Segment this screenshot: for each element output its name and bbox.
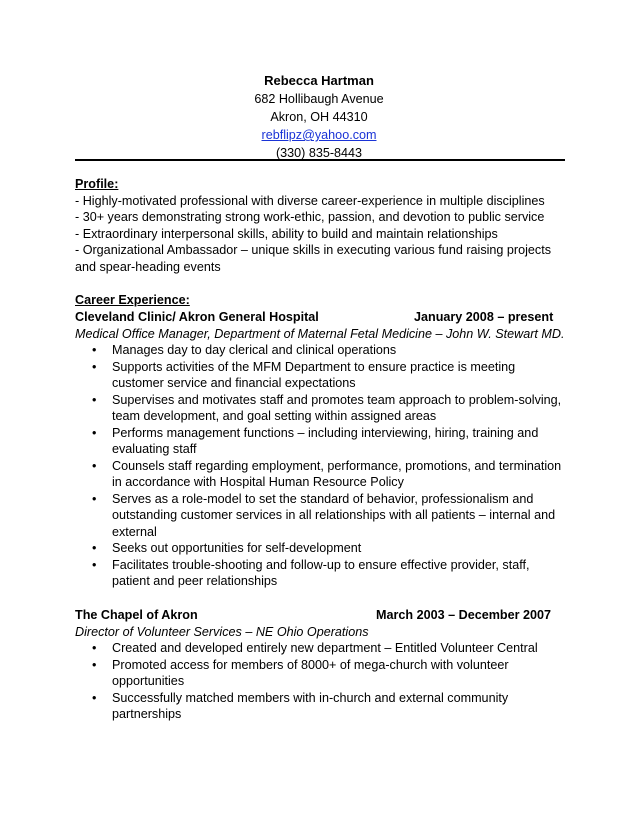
street-address: 682 Hollibaugh Avenue (254, 92, 384, 106)
profile-line: - Organizational Ambassador – unique skills in executing various fund raising projects (75, 243, 552, 257)
bullet-text: Created and developed entirely new department – Entitled Volunteer Central (112, 641, 538, 655)
bullet-icon: • (92, 392, 97, 407)
profile-line: - Extraordinary interpersonal skills, ability to build and maintain relationships (75, 226, 498, 241)
bullet-icon: • (92, 657, 97, 672)
city-state-zip: Akron, OH 44310 (270, 110, 368, 124)
email-link[interactable]: rebflipz@yahoo.com (261, 128, 377, 142)
bullet-icon: • (92, 491, 97, 506)
list-item (75, 557, 565, 590)
list-item (75, 392, 565, 425)
bullet-text: Serves as a role-model to set the standard of behavior, professionalism and outstanding customer services in all relationships with all patients – internal and external (112, 491, 556, 539)
list-item (75, 657, 565, 690)
bullet-icon: • (92, 541, 97, 555)
bullet-icon: • (92, 690, 97, 705)
bullet-icon: • (92, 359, 97, 374)
list-item (75, 640, 565, 657)
bullet-text: Supports activities of the MFM Department to ensure practice is meeting customer service and financial expectations (112, 359, 516, 390)
profile-heading: Profile: (75, 177, 119, 191)
job-bullets (75, 640, 565, 723)
employer-name: Cleveland Clinic/ Akron General Hospital (75, 309, 319, 324)
header-divider (75, 159, 565, 161)
bullet-text: Successfully matched members with in-church and external community partnerships (112, 690, 509, 721)
list-item (75, 342, 565, 359)
job-entry (75, 607, 565, 723)
job-entry (75, 309, 565, 590)
bullet-text: Performs management functions – including interviewing, hiring, training and evaluating staff (112, 425, 539, 456)
bullet-text: Promoted access for members of 8000+ of mega-church with volunteer opportunities (112, 657, 509, 688)
contact-header (0, 72, 638, 162)
profile-line: - Highly-motivated professional with diverse career-experience in multiple disciplines (75, 193, 545, 208)
job-title-line (75, 309, 565, 326)
employer-name: The Chapel of Akron (75, 607, 198, 622)
profile-line: - 30+ years demonstrating strong work-ethic, passion, and devotion to public service (75, 210, 545, 224)
job-title-line (75, 607, 565, 624)
bullet-icon: • (92, 641, 97, 655)
profile-line: and spear-heading events (75, 259, 221, 274)
bullet-text: Supervises and motivates staff and promotes team approach to problem-solving, team development, and goal setting within assigned areas (112, 392, 562, 423)
bullet-text: Seeks out opportunities for self-development (112, 541, 362, 555)
list-item (75, 491, 565, 541)
list-item (75, 540, 565, 557)
phone-number: (330) 835-8443 (275, 146, 363, 160)
bullet-icon: • (92, 343, 97, 357)
list-item (75, 359, 565, 392)
career-section (75, 292, 565, 723)
job-role: Medical Office Manager, Department of Maternal Fetal Medicine – John W. Stewart MD. (75, 326, 565, 341)
job-dates: March 2003 – December 2007 (376, 607, 552, 622)
bullet-icon: • (92, 557, 97, 572)
job-role: Director of Volunteer Services – NE Ohio Operations (75, 624, 369, 639)
list-item (75, 458, 565, 491)
applicant-name: Rebecca Hartman (264, 73, 374, 88)
job-bullets (75, 342, 565, 590)
bullet-icon: • (92, 458, 97, 473)
list-item (75, 425, 565, 458)
list-item (75, 690, 565, 723)
career-heading: Career Experience: (75, 293, 190, 307)
bullet-text: Manages day to day clerical and clinical operations (112, 343, 397, 357)
bullet-text: Counsels staff regarding employment, performance, promotions, and termination in accordance with Hospital Human Resource Policy (112, 458, 562, 489)
profile-section (75, 176, 565, 275)
bullet-text: Facilitates trouble-shooting and follow-up to ensure effective provider, staff, patient and peer relationships (112, 557, 530, 588)
job-dates: January 2008 – present (414, 309, 554, 324)
bullet-icon: • (92, 425, 97, 440)
